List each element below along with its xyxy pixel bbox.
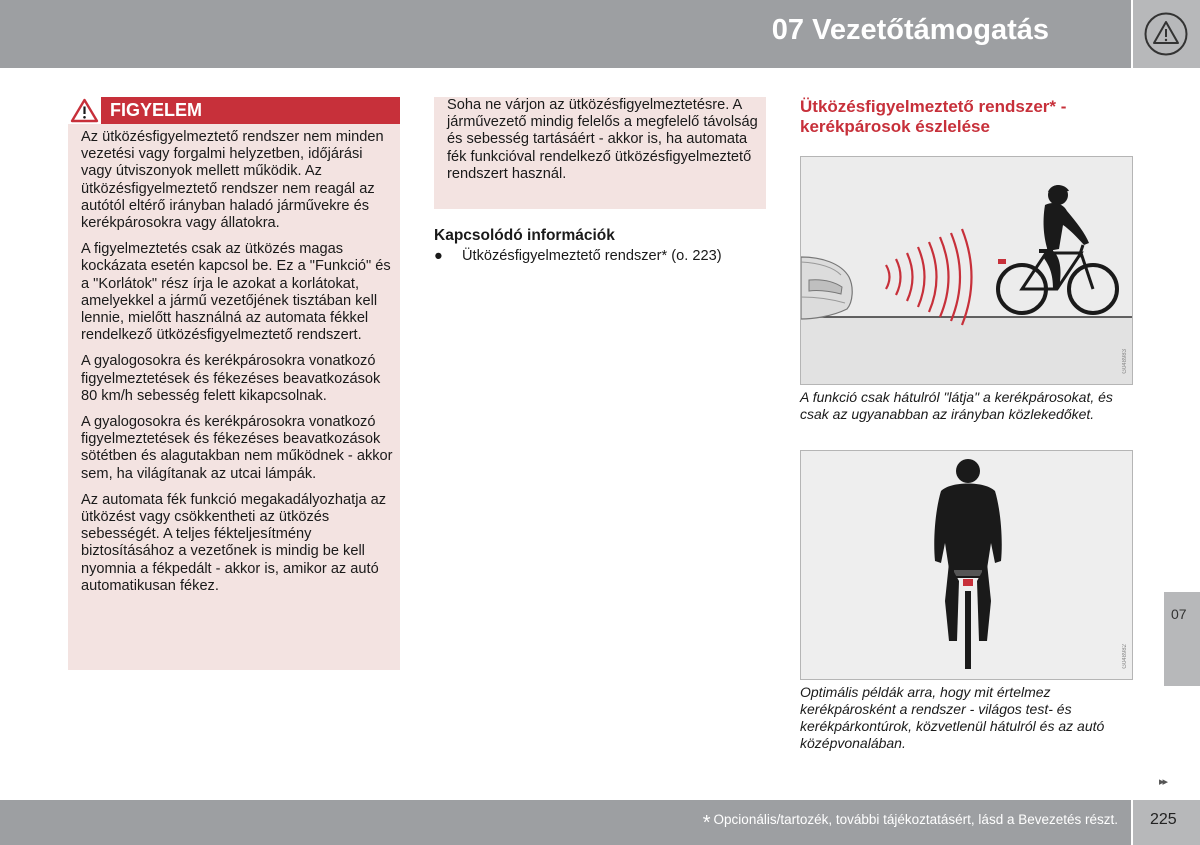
footnote-star: *	[702, 812, 711, 834]
warning-continuation-text: Soha ne várjon az ütközésfigyelmeztetésre. A járművezető mindig felelős a megfelelő távolság és sebesség tartásáért - akkor is, ha automata fék funkcióval rendelkező ütközésfigyelmeztető rendszert használ.	[447, 97, 758, 182]
warning-paragraph: Az automata fék funkció megakadályozhatja az ütközést vagy csökkentheti az ütközés sebességét. A teljes fékteljesítmény biztosításához a vezetőnek is mindig be kell nyomnia a fékpedált - akkor is, amikor az autó automatikusan fékez.	[81, 491, 387, 594]
next-page-arrows-icon: ▸▸	[1159, 776, 1167, 788]
section-title-line: Ütközésfigyelmeztető rendszer* -	[800, 97, 1067, 116]
warning-paragraph: Az ütközésfigyelmeztető rendszer nem minden vezetési vagy forgalmi helyzetben, időjárási vagy útviszonyok mellett működik. Az ütközésfigyelmeztető rendszer nem reagál az autótól eltérő irányban haladó járművekre és kerékpárosokra vagy állatokra.	[81, 129, 384, 232]
warning-paragraph: A figyelmeztetés csak az ütközés magas kockázata esetén kapcsol be. Ez a "Funkció" és a "Korlátok" rész írja le azokat a korlátokat, amelyekkel a jármű vezetőjének tisztában kell lennie, mielőtt használná az automata fékkel rendelkező ütközésfigyelmeztető rendszert.	[81, 241, 391, 344]
figure-code: G048982	[1122, 644, 1128, 669]
chapter-icon-box	[1133, 0, 1200, 68]
footer-bar	[0, 800, 1131, 845]
warning-title: FIGYELEM	[110, 100, 203, 120]
page-number-box	[1133, 800, 1200, 845]
section-title	[800, 97, 1130, 137]
page-number: 225	[1150, 811, 1177, 828]
related-info-heading: Kapcsolódó információk	[434, 227, 615, 244]
figure-code: G048983	[1122, 349, 1128, 374]
chapter-side-tab[interactable]	[1164, 592, 1200, 686]
section-title-line: kerékpárosok észlelése	[800, 117, 990, 136]
bullet: ●	[434, 248, 443, 264]
warning-icon-box	[68, 97, 101, 124]
warning-body	[81, 129, 393, 604]
figure-cyclist-rear-view	[800, 450, 1133, 680]
warning-triangle-icon	[1143, 11, 1189, 57]
header-bar	[0, 0, 1131, 68]
related-link-text: Ütközésfigyelmeztető rendszer* (o. 223)	[462, 248, 722, 264]
related-link[interactable]	[434, 248, 722, 265]
footnote-text: Opcionális/tartozék, további tájékoztatásért, lásd a Bevezetés részt.	[713, 812, 1118, 827]
chapter-title: 07 Vezetőtámogatás	[771, 14, 1049, 46]
warning-header	[68, 97, 400, 124]
warning-triangle-icon	[70, 98, 99, 123]
warning-paragraph: A gyalogosokra és kerékpárosokra vonatkozó figyelmeztetések és fékezéses beavatkozások sötétben és alagutakban nem működnek - akkor sem, ha világítanak az utcai lámpák.	[81, 414, 393, 482]
warning-paragraph: A gyalogosokra és kerékpárosokra vonatkozó figyelmeztetések és fékezéses beavatkozások 80 km/h sebesség felett kikapcsolnak.	[81, 353, 381, 404]
chapter-side-tab-label: 07	[1171, 606, 1187, 622]
figure-cyclist-side-view	[800, 156, 1133, 385]
cyclist-side-illustration	[801, 157, 1132, 384]
warning-box	[68, 97, 400, 670]
cyclist-rear-illustration	[801, 451, 1132, 679]
warning-continuation-box	[434, 97, 766, 209]
footnote	[703, 812, 1118, 835]
figure-caption: A funkció csak hátulról "látja" a kerékpárosokat, és csak az ugyanabban az irányban közlekedőket.	[800, 389, 1113, 422]
figure-caption: Optimális példák arra, hogy mit értelmez kerékpárosként a rendszer - világos test- és kerékpárkontúrok, közvetlenül hátulról és az autó középvonalában.	[800, 684, 1105, 751]
